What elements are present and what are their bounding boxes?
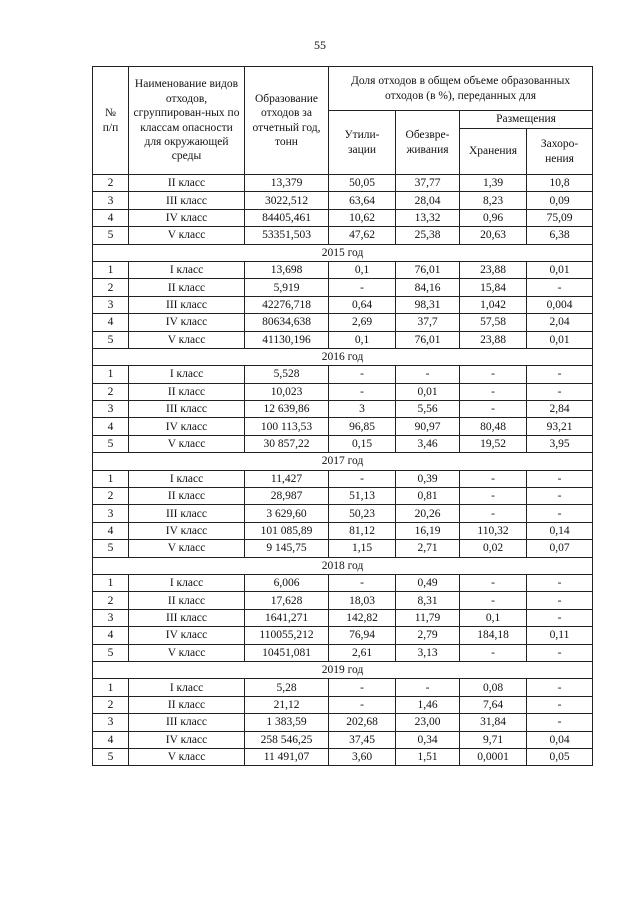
row-num: 2 — [93, 279, 129, 296]
util-value: 96,85 — [329, 418, 396, 435]
neutral-value: 3,46 — [396, 435, 460, 452]
burial-value: - — [527, 644, 593, 661]
formation-value: 21,12 — [245, 696, 329, 713]
burial-value: 0,09 — [527, 192, 593, 209]
util-value: 3,60 — [329, 748, 396, 765]
table-row — [93, 418, 593, 435]
formation-value: 84405,461 — [245, 209, 329, 226]
neutral-value: 28,04 — [396, 192, 460, 209]
util-value: 0,1 — [329, 331, 396, 348]
neutral-value: 3,13 — [396, 644, 460, 661]
table-row — [93, 314, 593, 331]
util-value: 1,15 — [329, 540, 396, 557]
table-row — [93, 696, 593, 713]
burial-value: 2,84 — [527, 401, 593, 418]
neutral-value: 0,01 — [396, 383, 460, 400]
waste-table — [92, 66, 593, 766]
neutral-value: 2,79 — [396, 627, 460, 644]
storage-value: 1,39 — [460, 175, 527, 192]
formation-value: 80634,638 — [245, 314, 329, 331]
storage-value: 31,84 — [460, 714, 527, 731]
class-name: V класс — [129, 331, 245, 348]
formation-value: 10,023 — [245, 383, 329, 400]
burial-value: 0,004 — [527, 296, 593, 313]
table-row — [93, 261, 593, 278]
formation-value: 11 491,07 — [245, 748, 329, 765]
burial-value: - — [527, 383, 593, 400]
class-name: V класс — [129, 644, 245, 661]
formation-value: 9 145,75 — [245, 540, 329, 557]
page-number: 55 — [314, 38, 326, 52]
row-num: 4 — [93, 314, 129, 331]
util-value: - — [329, 383, 396, 400]
neutral-value: 37,7 — [396, 314, 460, 331]
table-row — [93, 383, 593, 400]
formation-value: 100 113,53 — [245, 418, 329, 435]
burial-value: - — [527, 609, 593, 626]
storage-value: 1,042 — [460, 296, 527, 313]
table-row — [93, 227, 593, 244]
formation-value: 5,528 — [245, 366, 329, 383]
storage-value: 57,58 — [460, 314, 527, 331]
class-name: III класс — [129, 401, 245, 418]
util-value: 10,62 — [329, 209, 396, 226]
burial-value: 0,01 — [527, 261, 593, 278]
storage-value: 184,18 — [460, 627, 527, 644]
burial-value: 3,95 — [527, 435, 593, 452]
table-row — [93, 331, 593, 348]
table-row — [93, 505, 593, 522]
class-name: II класс — [129, 279, 245, 296]
neutral-value: 76,01 — [396, 331, 460, 348]
table-row — [93, 644, 593, 661]
storage-value: 80,48 — [460, 418, 527, 435]
storage-value: 20,63 — [460, 227, 527, 244]
burial-value: 2,04 — [527, 314, 593, 331]
formation-value: 5,28 — [245, 679, 329, 696]
burial-value: - — [527, 714, 593, 731]
burial-value: 0,04 — [527, 731, 593, 748]
util-value: 76,94 — [329, 627, 396, 644]
storage-value: 0,02 — [460, 540, 527, 557]
util-value: - — [329, 696, 396, 713]
table-row — [93, 540, 593, 557]
storage-value: - — [460, 574, 527, 591]
formation-value: 5,919 — [245, 279, 329, 296]
table-row — [93, 627, 593, 644]
storage-value: 0,08 — [460, 679, 527, 696]
row-num: 2 — [93, 383, 129, 400]
burial-value: - — [527, 505, 593, 522]
util-value: - — [329, 679, 396, 696]
storage-value: - — [460, 644, 527, 661]
class-name: IV класс — [129, 522, 245, 539]
header-share: Доля отходов в общем объеме образованных отходов (в %), переданных для — [329, 67, 593, 111]
table-row — [93, 748, 593, 765]
year-row — [93, 244, 593, 261]
header-burial: Захоро-нения — [527, 129, 593, 175]
burial-value: 6,38 — [527, 227, 593, 244]
storage-value: 23,88 — [460, 331, 527, 348]
burial-value: - — [527, 574, 593, 591]
burial-value: - — [527, 470, 593, 487]
util-value: 0,1 — [329, 261, 396, 278]
table-row — [93, 296, 593, 313]
class-name: II класс — [129, 383, 245, 400]
neutral-value: 5,56 — [396, 401, 460, 418]
neutral-value: 1,46 — [396, 696, 460, 713]
formation-value: 6,006 — [245, 574, 329, 591]
burial-value: 0,07 — [527, 540, 593, 557]
util-value: 142,82 — [329, 609, 396, 626]
table-row — [93, 609, 593, 626]
year-label: 2017 год — [93, 453, 593, 470]
formation-value: 30 857,22 — [245, 435, 329, 452]
class-name: III класс — [129, 192, 245, 209]
util-value: - — [329, 574, 396, 591]
neutral-value: 11,79 — [396, 609, 460, 626]
header-storage: Хранения — [460, 129, 527, 175]
util-value: 3 — [329, 401, 396, 418]
formation-value: 258 546,25 — [245, 731, 329, 748]
formation-value: 3 629,60 — [245, 505, 329, 522]
storage-value: - — [460, 366, 527, 383]
header-placement: Размещения — [460, 111, 593, 129]
class-name: V класс — [129, 540, 245, 557]
neutral-value: 23,00 — [396, 714, 460, 731]
table-row — [93, 470, 593, 487]
class-name: V класс — [129, 435, 245, 452]
formation-value: 41130,196 — [245, 331, 329, 348]
neutral-value: - — [396, 366, 460, 383]
formation-value: 53351,503 — [245, 227, 329, 244]
storage-value: 19,52 — [460, 435, 527, 452]
burial-value: 0,11 — [527, 627, 593, 644]
class-name: III класс — [129, 609, 245, 626]
row-num: 1 — [93, 679, 129, 696]
row-num: 4 — [93, 209, 129, 226]
class-name: I класс — [129, 366, 245, 383]
class-name: I класс — [129, 261, 245, 278]
year-label: 2015 год — [93, 244, 593, 261]
header-formation: Образование отходов за отчетный год, тонн — [245, 67, 329, 175]
row-num: 3 — [93, 505, 129, 522]
row-num: 2 — [93, 696, 129, 713]
formation-value: 28,987 — [245, 488, 329, 505]
neutral-value: 37,77 — [396, 175, 460, 192]
burial-value: 0,05 — [527, 748, 593, 765]
storage-value: - — [460, 505, 527, 522]
burial-value: - — [527, 366, 593, 383]
row-num: 5 — [93, 540, 129, 557]
header-name: Наименование видов отходов, сгруппирован-ных по классам опасности для окружающей среды — [129, 67, 245, 175]
util-value: 202,68 — [329, 714, 396, 731]
neutral-value: 25,38 — [396, 227, 460, 244]
storage-value: - — [460, 383, 527, 400]
table-row — [93, 401, 593, 418]
util-value: 50,23 — [329, 505, 396, 522]
class-name: V класс — [129, 227, 245, 244]
storage-value: - — [460, 470, 527, 487]
formation-value: 1641,271 — [245, 609, 329, 626]
neutral-value: 0,39 — [396, 470, 460, 487]
util-value: - — [329, 279, 396, 296]
row-num: 4 — [93, 522, 129, 539]
formation-value: 3022,512 — [245, 192, 329, 209]
class-name: IV класс — [129, 209, 245, 226]
table-row — [93, 279, 593, 296]
row-num: 4 — [93, 418, 129, 435]
row-num: 1 — [93, 366, 129, 383]
neutral-value: 90,97 — [396, 418, 460, 435]
formation-value: 42276,718 — [245, 296, 329, 313]
util-value: 2,69 — [329, 314, 396, 331]
year-row — [93, 661, 593, 678]
util-value: 0,64 — [329, 296, 396, 313]
util-value: 47,62 — [329, 227, 396, 244]
row-num: 1 — [93, 470, 129, 487]
neutral-value: 76,01 — [396, 261, 460, 278]
formation-value: 13,379 — [245, 175, 329, 192]
storage-value: 7,64 — [460, 696, 527, 713]
util-value: 37,45 — [329, 731, 396, 748]
row-num: 3 — [93, 192, 129, 209]
neutral-value: 20,26 — [396, 505, 460, 522]
formation-value: 101 085,89 — [245, 522, 329, 539]
row-num: 3 — [93, 609, 129, 626]
util-value: 18,03 — [329, 592, 396, 609]
storage-value: 0,1 — [460, 609, 527, 626]
neutral-value: 0,49 — [396, 574, 460, 591]
row-num: 5 — [93, 748, 129, 765]
burial-value: 0,14 — [527, 522, 593, 539]
row-num: 1 — [93, 261, 129, 278]
class-name: II класс — [129, 592, 245, 609]
header-util: Утили-зации — [329, 111, 396, 175]
burial-value: 0,01 — [527, 331, 593, 348]
neutral-value: 84,16 — [396, 279, 460, 296]
formation-value: 17,628 — [245, 592, 329, 609]
class-name: III класс — [129, 296, 245, 313]
class-name: III класс — [129, 505, 245, 522]
neutral-value: 0,81 — [396, 488, 460, 505]
row-num: 5 — [93, 331, 129, 348]
burial-value: - — [527, 279, 593, 296]
table-row — [93, 488, 593, 505]
storage-value: 8,23 — [460, 192, 527, 209]
formation-value: 13,698 — [245, 261, 329, 278]
class-name: I класс — [129, 574, 245, 591]
util-value: 63,64 — [329, 192, 396, 209]
util-value: 2,61 — [329, 644, 396, 661]
class-name: I класс — [129, 470, 245, 487]
table-row — [93, 209, 593, 226]
table-row — [93, 714, 593, 731]
neutral-value: 2,71 — [396, 540, 460, 557]
util-value: 81,12 — [329, 522, 396, 539]
storage-value: 110,32 — [460, 522, 527, 539]
class-name: IV класс — [129, 418, 245, 435]
storage-value: - — [460, 592, 527, 609]
formation-value: 11,427 — [245, 470, 329, 487]
storage-value: - — [460, 488, 527, 505]
storage-value: 0,0001 — [460, 748, 527, 765]
row-num: 2 — [93, 592, 129, 609]
header-neutral: Обезвре-живания — [396, 111, 460, 175]
row-num: 4 — [93, 627, 129, 644]
class-name: II класс — [129, 696, 245, 713]
row-num: 2 — [93, 488, 129, 505]
class-name: I класс — [129, 679, 245, 696]
util-value: - — [329, 366, 396, 383]
year-row — [93, 453, 593, 470]
neutral-value: 98,31 — [396, 296, 460, 313]
class-name: IV класс — [129, 314, 245, 331]
year-row — [93, 348, 593, 365]
class-name: IV класс — [129, 627, 245, 644]
util-value: - — [329, 470, 396, 487]
formation-value: 12 639,86 — [245, 401, 329, 418]
storage-value: - — [460, 401, 527, 418]
formation-value: 110055,212 — [245, 627, 329, 644]
burial-value: - — [527, 488, 593, 505]
neutral-value: 1,51 — [396, 748, 460, 765]
storage-value: 9,71 — [460, 731, 527, 748]
formation-value: 10451,081 — [245, 644, 329, 661]
burial-value: - — [527, 679, 593, 696]
table-row — [93, 592, 593, 609]
neutral-value: 16,19 — [396, 522, 460, 539]
class-name: II класс — [129, 175, 245, 192]
class-name: V класс — [129, 748, 245, 765]
year-row — [93, 557, 593, 574]
storage-value: 23,88 — [460, 261, 527, 278]
row-num: 3 — [93, 714, 129, 731]
neutral-value: - — [396, 679, 460, 696]
burial-value: 93,21 — [527, 418, 593, 435]
row-num: 2 — [93, 175, 129, 192]
table-row — [93, 175, 593, 192]
row-num: 5 — [93, 435, 129, 452]
table-row — [93, 574, 593, 591]
table-row — [93, 679, 593, 696]
table-row — [93, 366, 593, 383]
row-num: 3 — [93, 296, 129, 313]
row-num: 5 — [93, 227, 129, 244]
row-num: 1 — [93, 574, 129, 591]
row-num: 5 — [93, 644, 129, 661]
neutral-value: 0,34 — [396, 731, 460, 748]
burial-value: 75,09 — [527, 209, 593, 226]
storage-value: 0,96 — [460, 209, 527, 226]
header-num: № п/п — [93, 67, 129, 175]
neutral-value: 8,31 — [396, 592, 460, 609]
util-value: 0,15 — [329, 435, 396, 452]
year-label: 2016 год — [93, 348, 593, 365]
table-header — [93, 67, 593, 175]
table-row — [93, 522, 593, 539]
year-label: 2019 год — [93, 661, 593, 678]
table-row — [93, 435, 593, 452]
class-name: IV класс — [129, 731, 245, 748]
storage-value: 15,84 — [460, 279, 527, 296]
table-row — [93, 731, 593, 748]
table-row — [93, 192, 593, 209]
row-num: 4 — [93, 731, 129, 748]
formation-value: 1 383,59 — [245, 714, 329, 731]
table-body — [93, 175, 593, 766]
class-name: III класс — [129, 714, 245, 731]
util-value: 50,05 — [329, 175, 396, 192]
burial-value: - — [527, 592, 593, 609]
year-label: 2018 год — [93, 557, 593, 574]
neutral-value: 13,32 — [396, 209, 460, 226]
burial-value: - — [527, 696, 593, 713]
row-num: 3 — [93, 401, 129, 418]
class-name: II класс — [129, 488, 245, 505]
util-value: 51,13 — [329, 488, 396, 505]
burial-value: 10,8 — [527, 175, 593, 192]
